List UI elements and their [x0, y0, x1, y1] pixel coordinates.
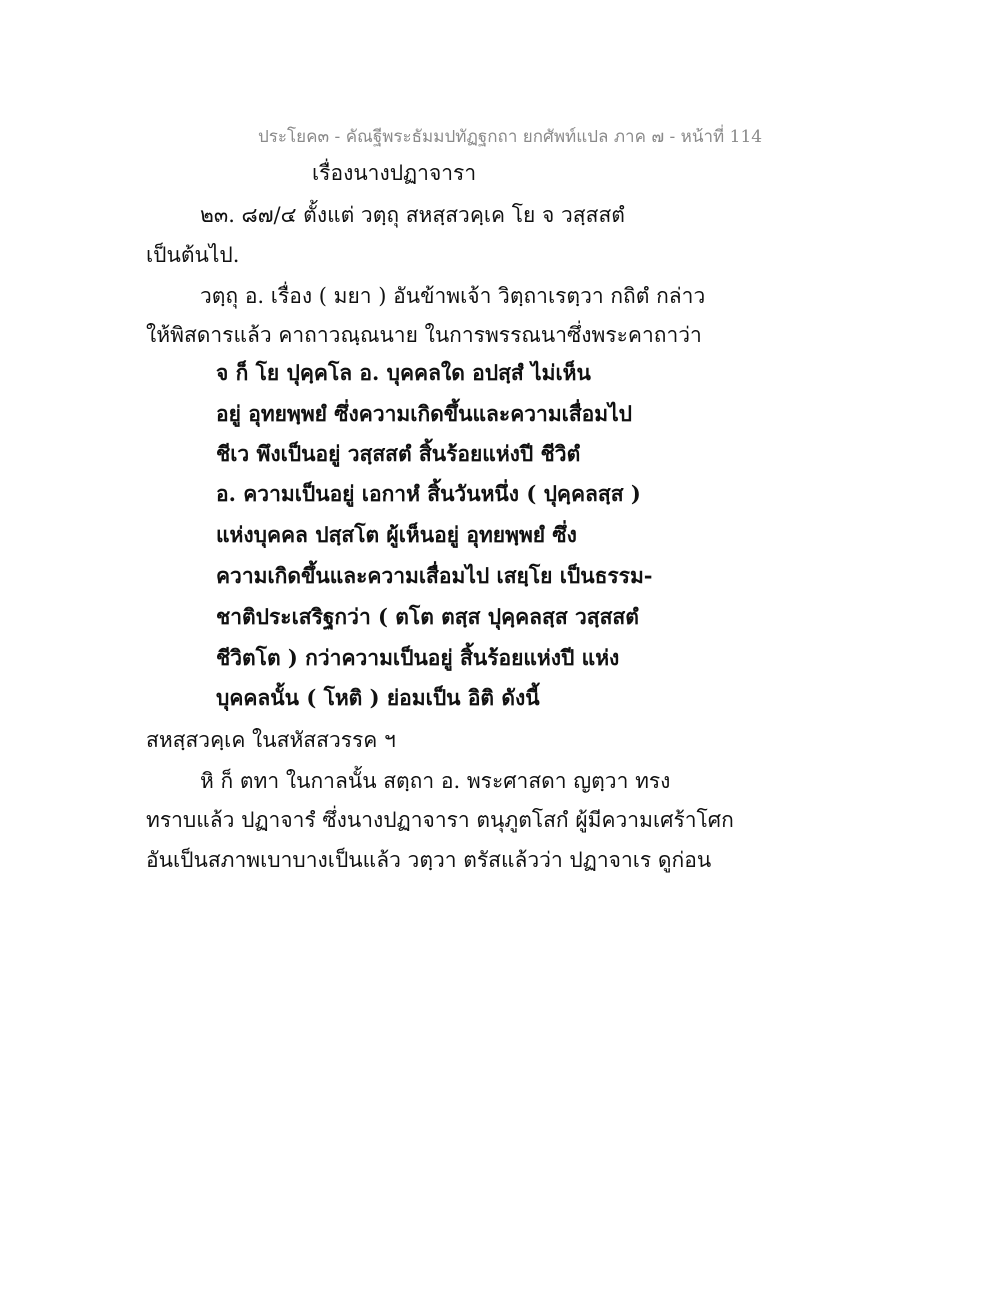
verse-line: ชาติประเสริฐกว่า ( ตโต ตสฺส ปุคฺคลสฺส วสฺสสตํ: [216, 604, 639, 629]
body-line-1: หิ ก็ ตทา ในกาลนั้น สตฺถา อ. พระศาสดา ญตฺวา ทรง: [200, 769, 671, 793]
story-title: เรื่องนางปฏาจารา: [312, 161, 477, 185]
verse-line: อยู่ อุทยพฺพยํ ซึ่งความเกิดขึ้นและความเสื่อมไป: [216, 401, 633, 426]
verse-line: จ ก็ โย ปุคฺคโล อ. บุคคลใด อปสฺสํ ไม่เห็น: [216, 360, 591, 385]
intro-line-2: ให้พิสดารแล้ว คาถาวณฺณนาย ในการพรรณนาซึ่งพระคาถาว่า: [146, 323, 702, 347]
running-header: ประโยค๓ - คัณฐีพระธัมมปทัฏฐกถา ยกศัพท์แปล ภาค ๗ - หน้าที่ 114: [258, 127, 763, 147]
after-verse-line: สหสฺสวคฺเค ในสหัสสวรรค ฯ: [146, 728, 396, 752]
body-line-2: ทราบแล้ว ปฏาจารํ ซึ่งนางปฏาจารา ตนุภูตโสกํ ผู้มีความเศร้าโศก: [146, 808, 734, 832]
verse-line: บุคคลนั้น ( โหติ ) ย่อมเป็น อิติ ดังนี้: [216, 685, 540, 710]
body-line-3: อันเป็นสภาพเบาบางเป็นแล้ว วตฺวา ตรัสแล้วว่า ปฏาจาเร ดูก่อน: [146, 848, 712, 872]
verse-line: แห่งบุคคล ปสฺสโต ผู้เห็นอยู่ อุทยพฺพยํ ซึ่ง: [216, 522, 577, 547]
verse-line: ชีวิตโต ) กว่าความเป็นอยู่ สิ้นร้อยแห่งปี แห่ง: [216, 645, 620, 670]
verse-line: ชีเว พึงเป็นอยู่ วสฺสสตํ สิ้นร้อยแห่งปี ชีวิตํ: [216, 441, 581, 466]
reference-line-1: ๒๓. ๘๗/๔ ตั้งแต่ วตฺถุ สหสฺสวคฺเค โย จ วสฺสสตํ: [200, 203, 625, 227]
verse-line: ความเกิดขึ้นและความเสื่อมไป เสยฺโย เป็นธรรม-: [216, 563, 653, 588]
reference-line-2: เป็นต้นไป.: [146, 243, 240, 267]
intro-line-1: วตฺถุ อ. เรื่อง ( มยา ) อันข้าพเจ้า วิตฺถาเรตฺวา กถิตํ กล่าว: [200, 284, 706, 308]
verse-line: อ. ความเป็นอยู่ เอกาหํ สิ้นวันหนึ่ง ( ปุคฺคลสฺส ): [216, 481, 641, 506]
